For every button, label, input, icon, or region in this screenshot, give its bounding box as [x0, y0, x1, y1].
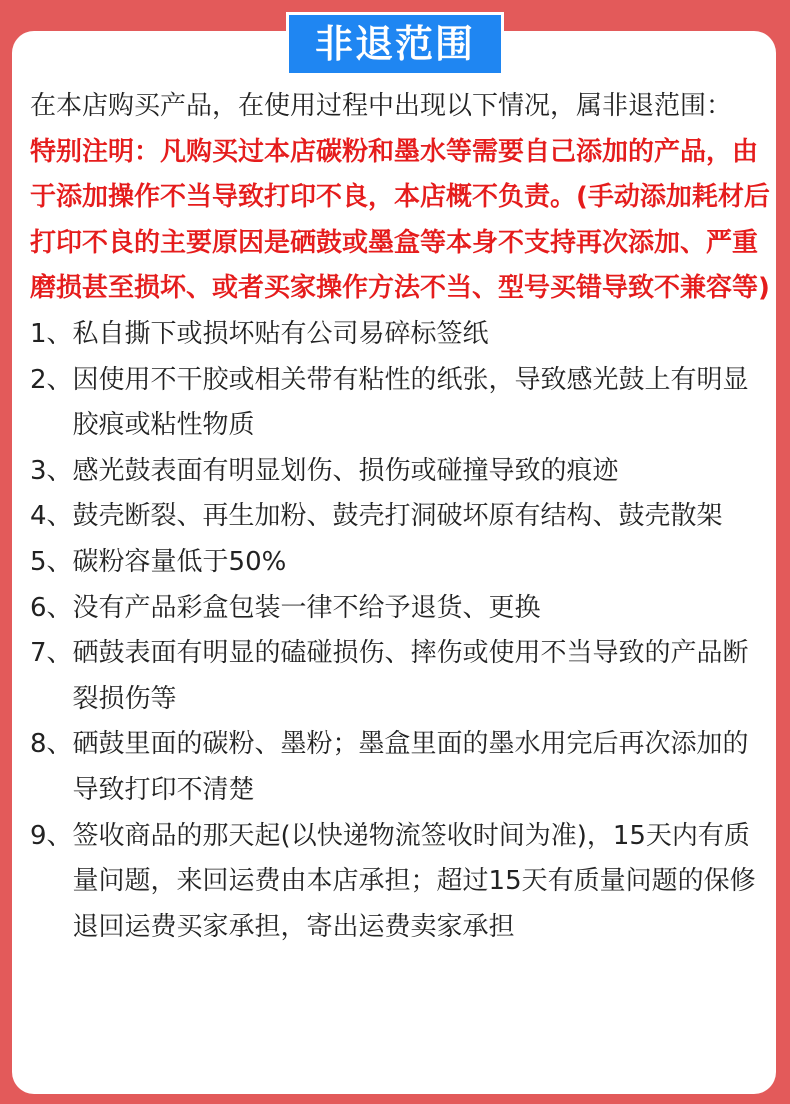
item-number: 9、 [30, 820, 73, 851]
item-number: 5、 [30, 546, 73, 577]
item-number: 1、 [30, 318, 73, 349]
item-text: 鼓壳断裂、再生加粉、鼓壳打洞破坏原有结构、鼓壳散架 [72, 501, 723, 532]
intro-text: 在本店购买产品，在使用过程中出现以下情况，属非退范围： [30, 91, 733, 121]
non-return-list [30, 312, 770, 950]
list-item [30, 586, 770, 632]
item-number: 2、 [30, 364, 73, 395]
list-item [30, 494, 770, 540]
page-title: 非退范围 [286, 12, 504, 76]
item-number: 3、 [30, 455, 73, 486]
item-number: 8、 [30, 729, 73, 760]
item-text: 因使用不干胶或相关带有粘性的纸张，导致感光鼓上有明显胶痕或粘性物质 [72, 364, 749, 441]
item-text: 私自撕下或损坏贴有公司易碎标签纸 [72, 318, 489, 349]
special-notice: 特别注明：凡购买过本店碳粉和墨水等需要自己添加的产品，由于添加操作不当导致打印不良，本店概不负责。(手动添加耗材后打印不良的主要原因是硒鼓或墨盒等本身不支持再次添加、严重磨损甚至损坏、或者买家操作方法不当、型号买错导致不兼容等) [30, 136, 770, 304]
item-text: 硒鼓里面的碳粉、墨粉；墨盒里面的墨水用完后再次添加的导致打印不清楚 [72, 729, 749, 805]
list-item [30, 449, 770, 495]
item-number: 7、 [30, 638, 73, 669]
item-number: 6、 [30, 592, 73, 623]
item-number: 4、 [30, 501, 73, 532]
list-item [30, 540, 770, 586]
item-text: 签收商品的那天起(以快递物流签收时间为准)，15天内有质量问题，来回运费由本店承担；超过15天有质量问题的保修退回运费买家承担，寄出运费卖家承担 [72, 820, 756, 942]
policy-content [30, 84, 770, 950]
list-item [30, 722, 770, 813]
item-text: 硒鼓表面有明显的磕碰损伤、摔伤或使用不当导致的产品断裂损伤等 [72, 638, 749, 714]
item-text: 没有产品彩盒包装一律不给予退货、更换 [72, 592, 541, 623]
list-item [30, 814, 770, 951]
item-text: 碳粉容量低于50% [72, 546, 287, 577]
list-item [30, 631, 770, 722]
list-item [30, 312, 770, 358]
list-item [30, 358, 770, 449]
item-text: 感光鼓表面有明显划伤、损伤或碰撞导致的痕迹 [72, 455, 619, 486]
